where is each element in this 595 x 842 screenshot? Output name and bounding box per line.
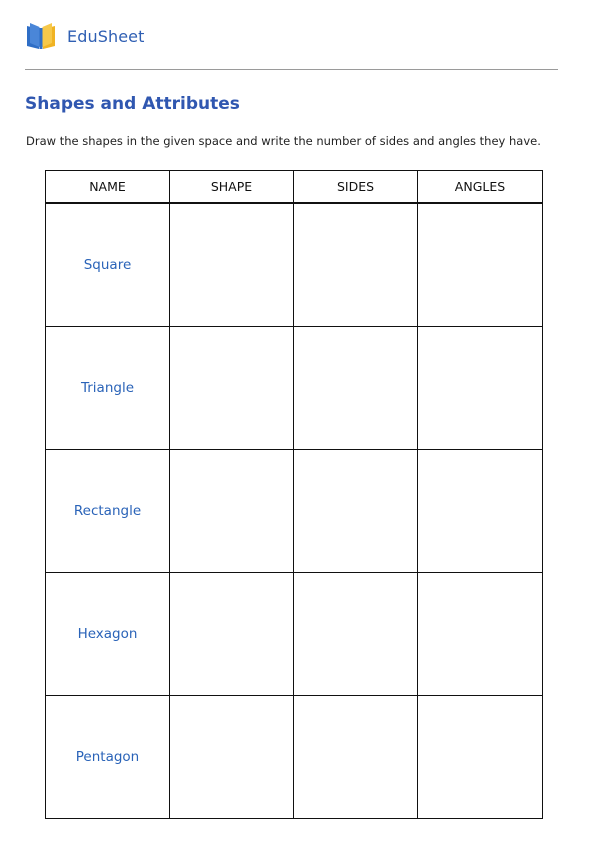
table-row [46, 203, 543, 327]
instructions-text: Draw the shapes in the given space and write the number of sides and angles they have. [26, 134, 541, 148]
sides-answer-cell[interactable] [294, 450, 418, 573]
sides-answer-cell[interactable] [294, 327, 418, 450]
angles-answer-cell[interactable] [418, 203, 543, 327]
header-divider [25, 69, 558, 70]
table-header-row [46, 171, 543, 204]
column-header-sides: SIDES [294, 171, 418, 204]
angles-answer-cell[interactable] [418, 696, 543, 819]
shape-drawing-cell[interactable] [170, 203, 294, 327]
column-header-shape: SHAPE [170, 171, 294, 204]
column-header-angles: ANGLES [418, 171, 543, 204]
shape-name-cell: Triangle [46, 327, 170, 450]
table-row [46, 573, 543, 696]
shape-drawing-cell[interactable] [170, 573, 294, 696]
table-row [46, 327, 543, 450]
open-book-icon [25, 20, 57, 52]
shape-name-cell: Square [46, 203, 170, 327]
brand-name: EduSheet [67, 26, 145, 46]
header [25, 20, 144, 52]
shape-name-cell: Hexagon [46, 573, 170, 696]
angles-answer-cell[interactable] [418, 327, 543, 450]
table-row [46, 696, 543, 819]
sides-answer-cell[interactable] [294, 203, 418, 327]
shape-drawing-cell[interactable] [170, 450, 294, 573]
shape-drawing-cell[interactable] [170, 696, 294, 819]
sides-answer-cell[interactable] [294, 573, 418, 696]
table-row [46, 450, 543, 573]
angles-answer-cell[interactable] [418, 450, 543, 573]
column-header-name: NAME [46, 171, 170, 204]
shape-drawing-cell[interactable] [170, 327, 294, 450]
shape-name-cell: Rectangle [46, 450, 170, 573]
page-title: Shapes and Attributes [25, 94, 240, 114]
angles-answer-cell[interactable] [418, 573, 543, 696]
shapes-table [45, 170, 543, 819]
sides-answer-cell[interactable] [294, 696, 418, 819]
shape-name-cell: Pentagon [46, 696, 170, 819]
